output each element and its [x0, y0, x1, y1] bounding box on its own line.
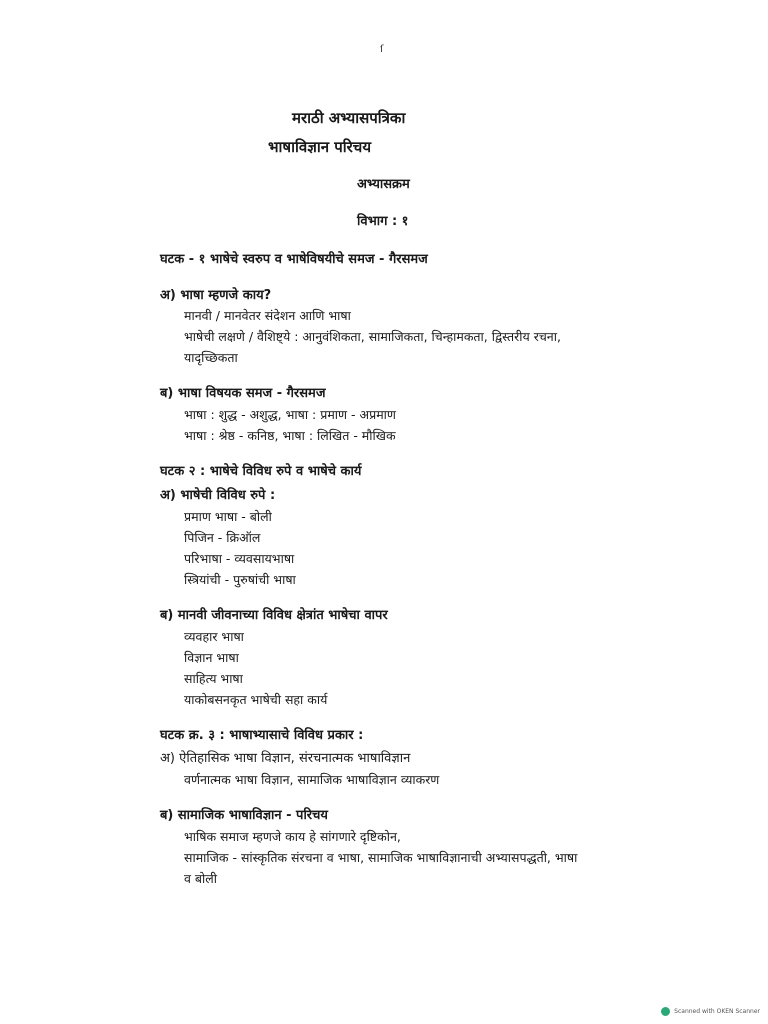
unit3-a-heading: अ) ऐतिहासिक भाषा विज्ञान, संरचनात्मक भाषाविज्ञान	[160, 751, 411, 766]
unit2-a-item: परिभाषा - व्यवसायभाषा	[184, 551, 295, 566]
unit3-heading: घटक क्र. ३ : भाषाभ्यासाचे विविध प्रकार :	[160, 728, 364, 743]
unit2-b-item: याकोबसनकृत भाषेची सहा कार्य	[184, 692, 328, 707]
unit1-a-item: भाषेची लक्षणे / वैशिष्ट्ये : आनुवंशिकता, सामाजिकता, चिन्हामकता, द्विस्तरीय रचना,	[184, 329, 561, 344]
unit1-a-item: यादृच्छिकता	[184, 350, 238, 365]
unit2-a-heading: अ) भाषेची विविध रुपे :	[160, 488, 276, 503]
scanner-watermark	[661, 1007, 760, 1016]
unit1-b-item: भाषा : शुद्ध - अशुद्ध, भाषा : प्रमाण - अप्रमाण	[184, 407, 396, 422]
unit1-b-heading: ब) भाषा विषयक समज - गैरसमज	[160, 386, 326, 401]
unit2-b-heading: ब) मानवी जीवनाच्या विविध क्षेत्रांत भाषेचा वापर	[160, 608, 388, 623]
unit3-b-item: व बोली	[184, 871, 218, 886]
unit2-b-item: व्यवहार भाषा	[184, 629, 244, 644]
unit3-b-item: भाषिक समाज म्हणजे काय हे सांगणारे दृष्टिकोन,	[184, 829, 401, 844]
unit3-b-item: सामाजिक - सांस्कृतिक संरचना व भाषा, सामाजिक भाषाविज्ञानाची अभ्यासपद्धती, भाषा	[184, 850, 578, 865]
unit2-heading: घटक २ : भाषेचे विविध रुपे व भाषेचे कार्य	[160, 464, 362, 479]
unit1-a-item: मानवी / मानवेतर संदेशन आणि भाषा	[184, 308, 351, 323]
unit2-b-item: विज्ञान भाषा	[184, 650, 239, 665]
unit2-a-item: प्रमाण भाषा - बोली	[184, 509, 272, 524]
unit1-a-heading: अ) भाषा म्हणजे काय?	[160, 288, 272, 303]
unit2-a-item: स्त्रियांची - पुरुषांची भाषा	[184, 572, 296, 587]
document-title: मराठी अभ्यासपत्रिका	[292, 109, 406, 127]
unit3-b-heading: ब) सामाजिक भाषाविज्ञान - परिचय	[160, 808, 328, 823]
unit2-b-item: साहित्य भाषा	[184, 671, 243, 686]
scanner-text: Scanned with OKEN Scanner	[674, 1008, 760, 1015]
document-subtitle: भाषाविज्ञान परिचय	[268, 138, 372, 156]
unit3-a-item: वर्णनात्मक भाषा विज्ञान, सामाजिक भाषाविज्ञान व्याकरण	[184, 772, 440, 787]
section-label: विभाग : १	[357, 214, 409, 229]
unit1-b-item: भाषा : श्रेष्ठ - कनिष्ठ, भाषा : लिखित - मौखिक	[184, 428, 396, 443]
header-mark: ſ	[380, 44, 384, 55]
unit2-a-item: पिजिन - क्रिऑल	[184, 530, 261, 545]
syllabus-label: अभ्यासक्रम	[357, 177, 410, 192]
scanner-logo-icon	[661, 1007, 670, 1016]
unit1-heading: घटक - १ भाषेचे स्वरुप व भाषेविषयीचे समज - गैरसमज	[160, 252, 428, 267]
